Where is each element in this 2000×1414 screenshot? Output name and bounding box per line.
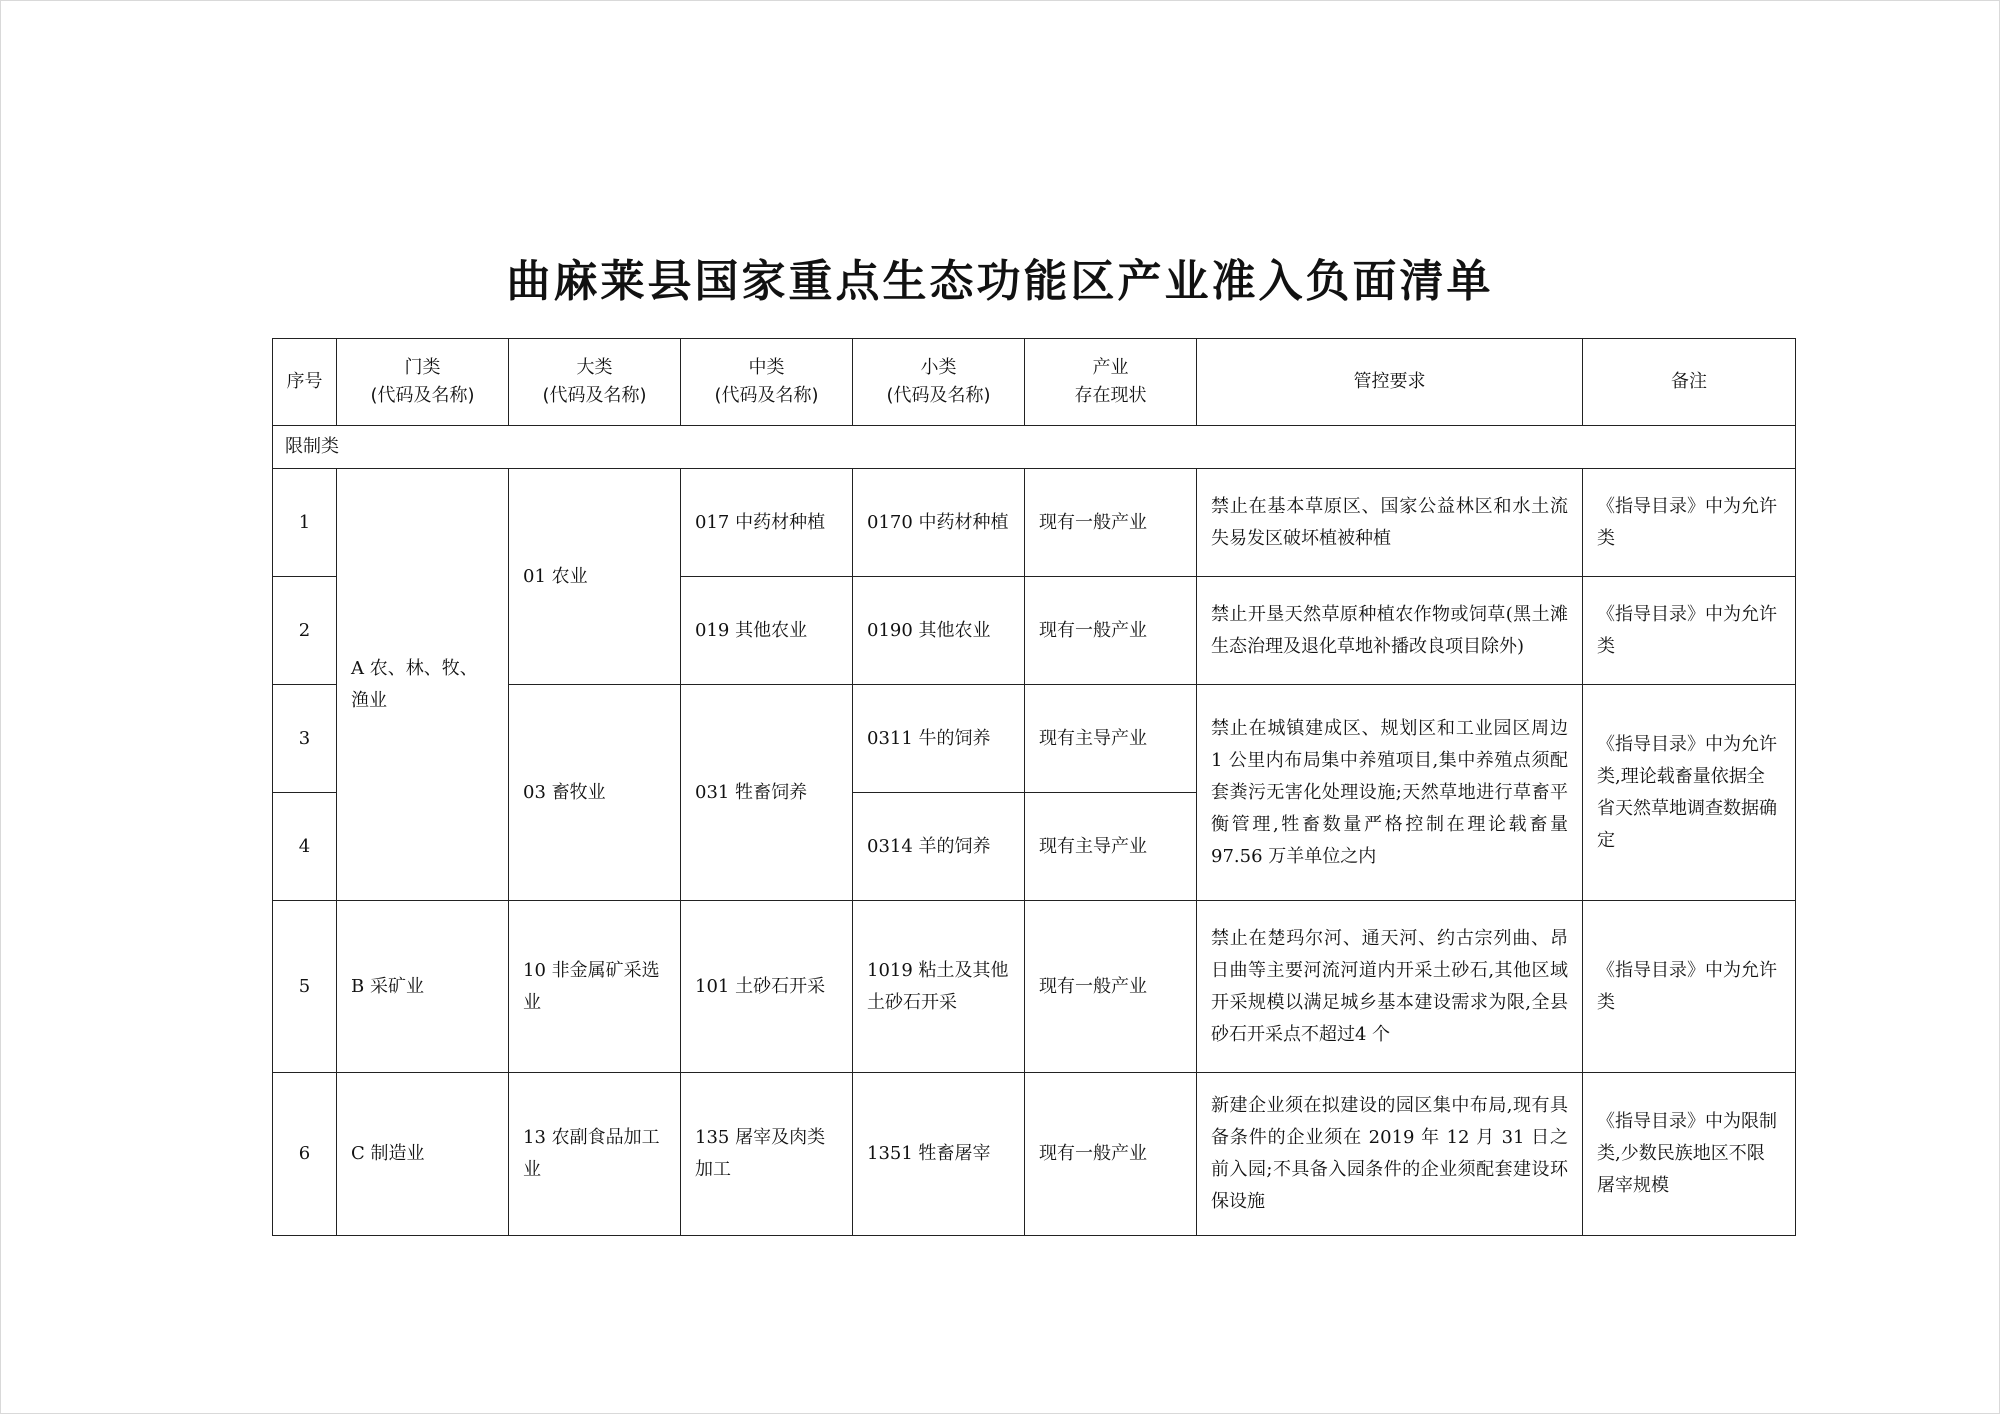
cell-seq: 1 — [273, 469, 337, 577]
cell-status: 现有主导产业 — [1025, 793, 1197, 901]
cell-req: 禁止在基本草原区、国家公益林区和水土流失易发区破坏植被种植 — [1197, 469, 1583, 577]
header-xiao: 小类 (代码及名称) — [853, 339, 1025, 426]
category-row — [273, 426, 1796, 469]
cell-status: 现有一般产业 — [1025, 1073, 1197, 1236]
cell-zhong: 031 牲畜饲养 — [681, 685, 853, 901]
header-row — [273, 339, 1796, 426]
header-da: 大类 (代码及名称) — [509, 339, 681, 426]
cell-zhong: 019 其他农业 — [681, 577, 853, 685]
negative-list-table — [272, 338, 1796, 1236]
header-seq: 序号 — [273, 339, 337, 426]
cell-da: 01 农业 — [509, 469, 681, 685]
cell-zhong: 017 中药材种植 — [681, 469, 853, 577]
cell-da: 10 非金属矿采选业 — [509, 901, 681, 1073]
cell-seq: 2 — [273, 577, 337, 685]
cell-xiao: 1019 粘土及其他土砂石开采 — [853, 901, 1025, 1073]
header-status: 产业 存在现状 — [1025, 339, 1197, 426]
cell-seq: 4 — [273, 793, 337, 901]
header-req: 管控要求 — [1197, 339, 1583, 426]
cell-status: 现有一般产业 — [1025, 469, 1197, 577]
table-row — [273, 469, 1796, 577]
header-zhong: 中类 (代码及名称) — [681, 339, 853, 426]
cell-status: 现有一般产业 — [1025, 901, 1197, 1073]
cell-xiao: 0190 其他农业 — [853, 577, 1025, 685]
cell-note: 《指导目录》中为限制类,少数民族地区不限屠宰规模 — [1583, 1073, 1796, 1236]
cell-seq: 6 — [273, 1073, 337, 1236]
cell-status: 现有主导产业 — [1025, 685, 1197, 793]
document-title: 曲麻莱县国家重点生态功能区产业准入负面清单 — [506, 256, 1494, 307]
cell-xiao: 0314 羊的饲养 — [853, 793, 1025, 901]
cell-req: 新建企业须在拟建设的园区集中布局,现有具备条件的企业须在 2019 年 12 月 31 日之前入园;不具备入园条件的企业须配套建设环保设施 — [1197, 1073, 1583, 1236]
cell-men: B 采矿业 — [337, 901, 509, 1073]
cell-note: 《指导目录》中为允许类 — [1583, 901, 1796, 1073]
cell-men: C 制造业 — [337, 1073, 509, 1236]
cell-men: A 农、林、牧、渔业 — [337, 469, 509, 901]
cell-seq: 5 — [273, 901, 337, 1073]
cell-xiao: 0170 中药材种植 — [853, 469, 1025, 577]
cell-note: 《指导目录》中为允许类,理论载畜量依据全省天然草地调查数据确定 — [1583, 685, 1796, 901]
cell-xiao: 1351 牲畜屠宰 — [853, 1073, 1025, 1236]
category-label: 限制类 — [273, 426, 1796, 469]
cell-zhong: 135 屠宰及肉类加工 — [681, 1073, 853, 1236]
cell-status: 现有一般产业 — [1025, 577, 1197, 685]
cell-req: 禁止在楚玛尔河、通天河、约古宗列曲、昂日曲等主要河流河道内开采土砂石,其他区域开采规模以满足城乡基本建设需求为限,全县砂石开采点不超过4 个 — [1197, 901, 1583, 1073]
cell-da: 03 畜牧业 — [509, 685, 681, 901]
header-note: 备注 — [1583, 339, 1796, 426]
table-row — [273, 1073, 1796, 1236]
cell-req: 禁止开垦天然草原种植农作物或饲草(黑土滩生态治理及退化草地补播改良项目除外) — [1197, 577, 1583, 685]
cell-zhong: 101 土砂石开采 — [681, 901, 853, 1073]
cell-note: 《指导目录》中为允许类 — [1583, 469, 1796, 577]
cell-seq: 3 — [273, 685, 337, 793]
header-men: 门类 (代码及名称) — [337, 339, 509, 426]
cell-note: 《指导目录》中为允许类 — [1583, 577, 1796, 685]
cell-da: 13 农副食品加工业 — [509, 1073, 681, 1236]
table-row — [273, 901, 1796, 1073]
cell-req: 禁止在城镇建成区、规划区和工业园区周边 1 公里内布局集中养殖项目,集中养殖点须配套粪污无害化处理设施;天然草地进行草畜平衡管理,牲畜数量严格控制在理论载畜量 97.56 万羊单位之内 — [1197, 685, 1583, 901]
cell-xiao: 0311 牛的饲养 — [853, 685, 1025, 793]
